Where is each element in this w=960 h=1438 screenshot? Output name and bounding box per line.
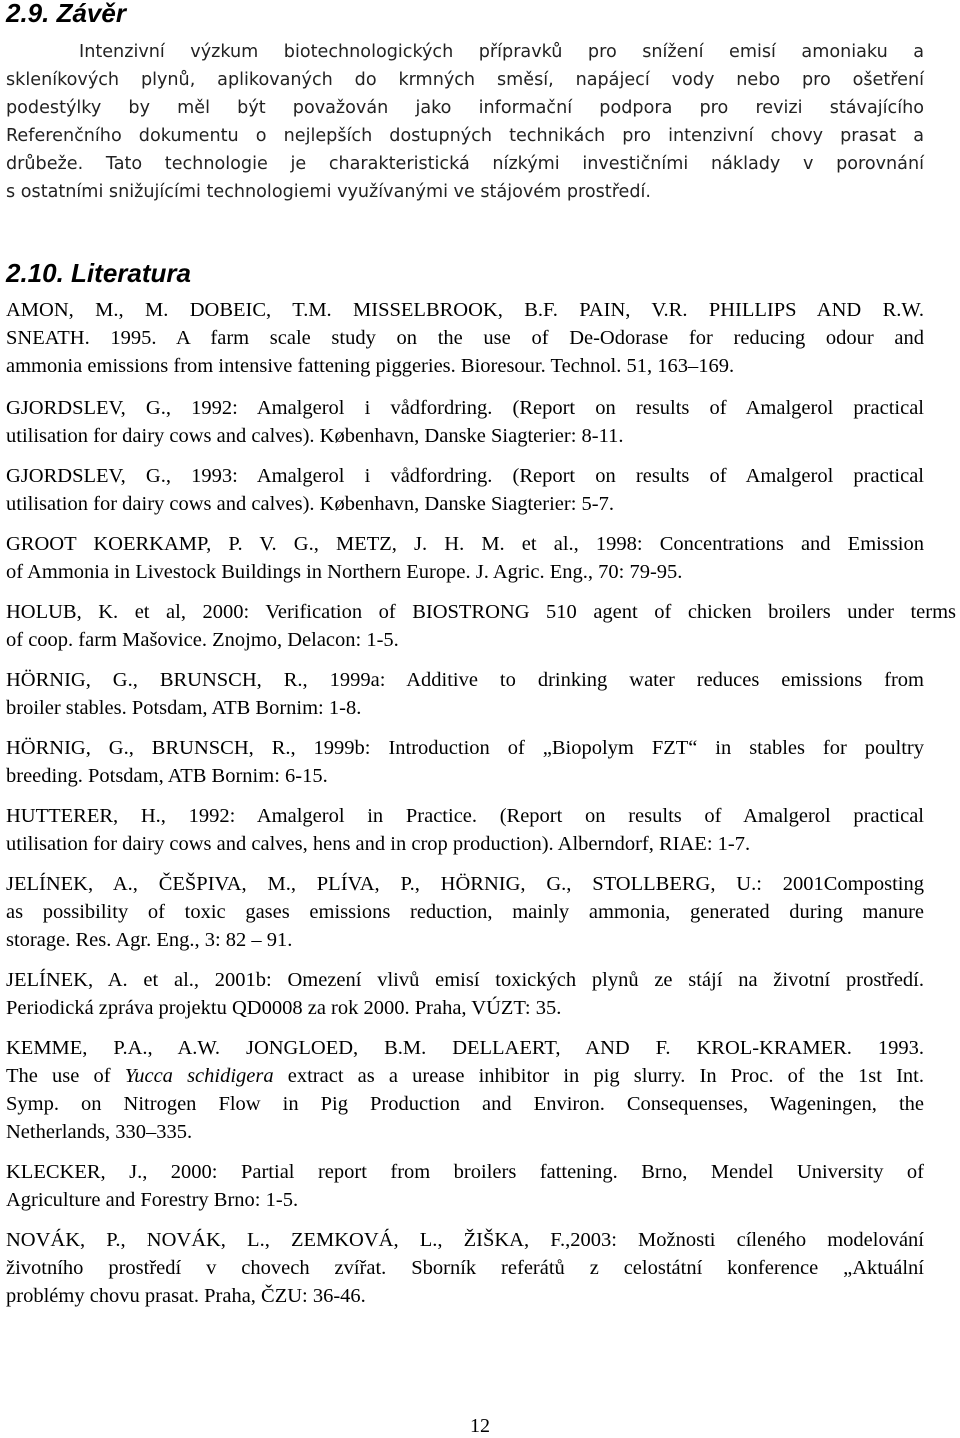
reference-line: KEMME, P.A., A.W. JONGLOED, B.M. DELLAERT, AND F. KROL-KRAMER. 1993. — [6, 1037, 924, 1059]
paragraph-line: skleníkových plynů, aplikovaných do krmných směsí, napájecí vody nebo pro ošetření — [6, 70, 924, 90]
paragraph-line: Intenzivní výzkum biotechnologických přípravků pro snížení emisí amoniaku a — [79, 42, 924, 62]
paragraph-line: podestýlky by měl být považován jako informační podpora pro revizi stávajícího — [6, 98, 924, 118]
reference-text: extract as a urease inhibitor in pig slurry. In Proc. of the 1st Int. — [273, 1065, 924, 1087]
reference-line: GJORDSLEV, G., 1993: Amalgerol i vådfordring. (Report on results of Amalgerol practical — [6, 465, 924, 487]
reference-line: HUTTERER, H., 1992: Amalgerol in Practice. (Report on results of Amalgerol practical — [6, 805, 924, 827]
paragraph-line: s ostatními snižujícími technologiemi využívanými ve stájovém prostředí. — [6, 182, 652, 202]
reference-line: utilisation for dairy cows and calves, hens and in crop production). Alberndorf, RIAE: 1-7. — [6, 833, 751, 855]
literature-heading: 2.10. Literatura — [6, 258, 191, 288]
reference-line: utilisation for dairy cows and calves). København, Danske Siagterier: 5-7. — [6, 493, 614, 515]
reference-line: problémy chovu prasat. Praha, ČZU: 36-46. — [6, 1285, 366, 1307]
reference-line: AMON, M., M. DOBEIC, T.M. MISSELBROOK, B.F. PAIN, V.R. PHILLIPS AND R.W. — [6, 299, 924, 321]
reference-line: utilisation for dairy cows and calves). København, Danske Siagterier: 8-11. — [6, 425, 624, 447]
reference-line: HOLUB, K. et al, 2000: Verification of BIOSTRONG 510 agent of chicken broilers under terms — [6, 601, 956, 623]
reference-line: JELÍNEK, A., ČEŠPIVA, M., PLÍVA, P., HÖRNIG, G., STOLLBERG, U.: 2001Composting — [6, 873, 924, 895]
reference-text: The use of — [6, 1065, 125, 1087]
reference-line: Netherlands, 330–335. — [6, 1121, 193, 1143]
page-number: 12 — [470, 1415, 490, 1437]
conclusion-heading: 2.9. Závěr — [6, 0, 126, 28]
paragraph-line: drůbeže. Tato technologie je charakteristická nízkými investičními náklady v porovnání — [6, 154, 924, 174]
reference-line: as possibility of toxic gases emissions reduction, mainly ammonia, generated during manure — [6, 901, 924, 923]
reference-line: HÖRNIG, G., BRUNSCH, R., 1999a: Additive to drinking water reduces emissions from — [6, 669, 924, 691]
reference-line: storage. Res. Agr. Eng., 3: 82 – 91. — [6, 929, 293, 951]
reference-line: of Ammonia in Livestock Buildings in Northern Europe. J. Agric. Eng., 70: 79-95. — [6, 561, 683, 583]
reference-line: HÖRNIG, G., BRUNSCH, R., 1999b: Introduction of „Biopolym FZT“ in stables for poultry — [6, 737, 924, 759]
reference-line: GJORDSLEV, G., 1992: Amalgerol i vådfordring. (Report on results of Amalgerol practical — [6, 397, 924, 419]
reference-line: KLECKER, J., 2000: Partial report from broilers fattening. Brno, Mendel University of — [6, 1161, 924, 1183]
reference-line: Symp. on Nitrogen Flow in Pig Production and Environ. Consequenses, Wageningen, the — [6, 1093, 924, 1115]
reference-line — [6, 1062, 924, 1090]
reference-line: SNEATH. 1995. A farm scale study on the use of De-Odorase for reducing odour and — [6, 327, 924, 349]
reference-line: NOVÁK, P., NOVÁK, L., ZEMKOVÁ, L., ŽIŠKA, F.,2003: Možnosti cíleného modelování — [6, 1229, 924, 1251]
reference-line: of coop. farm Mašovice. Znojmo, Delacon: 1-5. — [6, 629, 399, 651]
reference-line: GROOT KOERKAMP, P. V. G., METZ, J. H. M. et al., 1998: Concentrations and Emission — [6, 533, 924, 555]
reference-line: životního prostředí v chovech zvířat. Sborník referátů z celostátní konference „Aktuální — [6, 1257, 924, 1279]
reference-line: broiler stables. Potsdam, ATB Bornim: 1-8. — [6, 697, 362, 719]
paragraph-line: Referenčního dokumentu o nejlepších dostupných technikách pro intenzivní chovy prasat a — [6, 126, 924, 146]
species-name: Yucca schidigera — [124, 1065, 274, 1087]
reference-line: JELÍNEK, A. et al., 2001b: Omezení vlivů emisí toxických plynů ze stájí na životní prostředí. — [6, 969, 924, 991]
reference-line: ammonia emissions from intensive fattening piggeries. Bioresour. Technol. 51, 163–169. — [6, 355, 735, 377]
reference-line: Agriculture and Forestry Brno: 1-5. — [6, 1189, 299, 1211]
reference-line: Periodická zpráva projektu QD0008 za rok 2000. Praha, VÚZT: 35. — [6, 997, 562, 1019]
reference-line: breeding. Potsdam, ATB Bornim: 6-15. — [6, 765, 328, 787]
